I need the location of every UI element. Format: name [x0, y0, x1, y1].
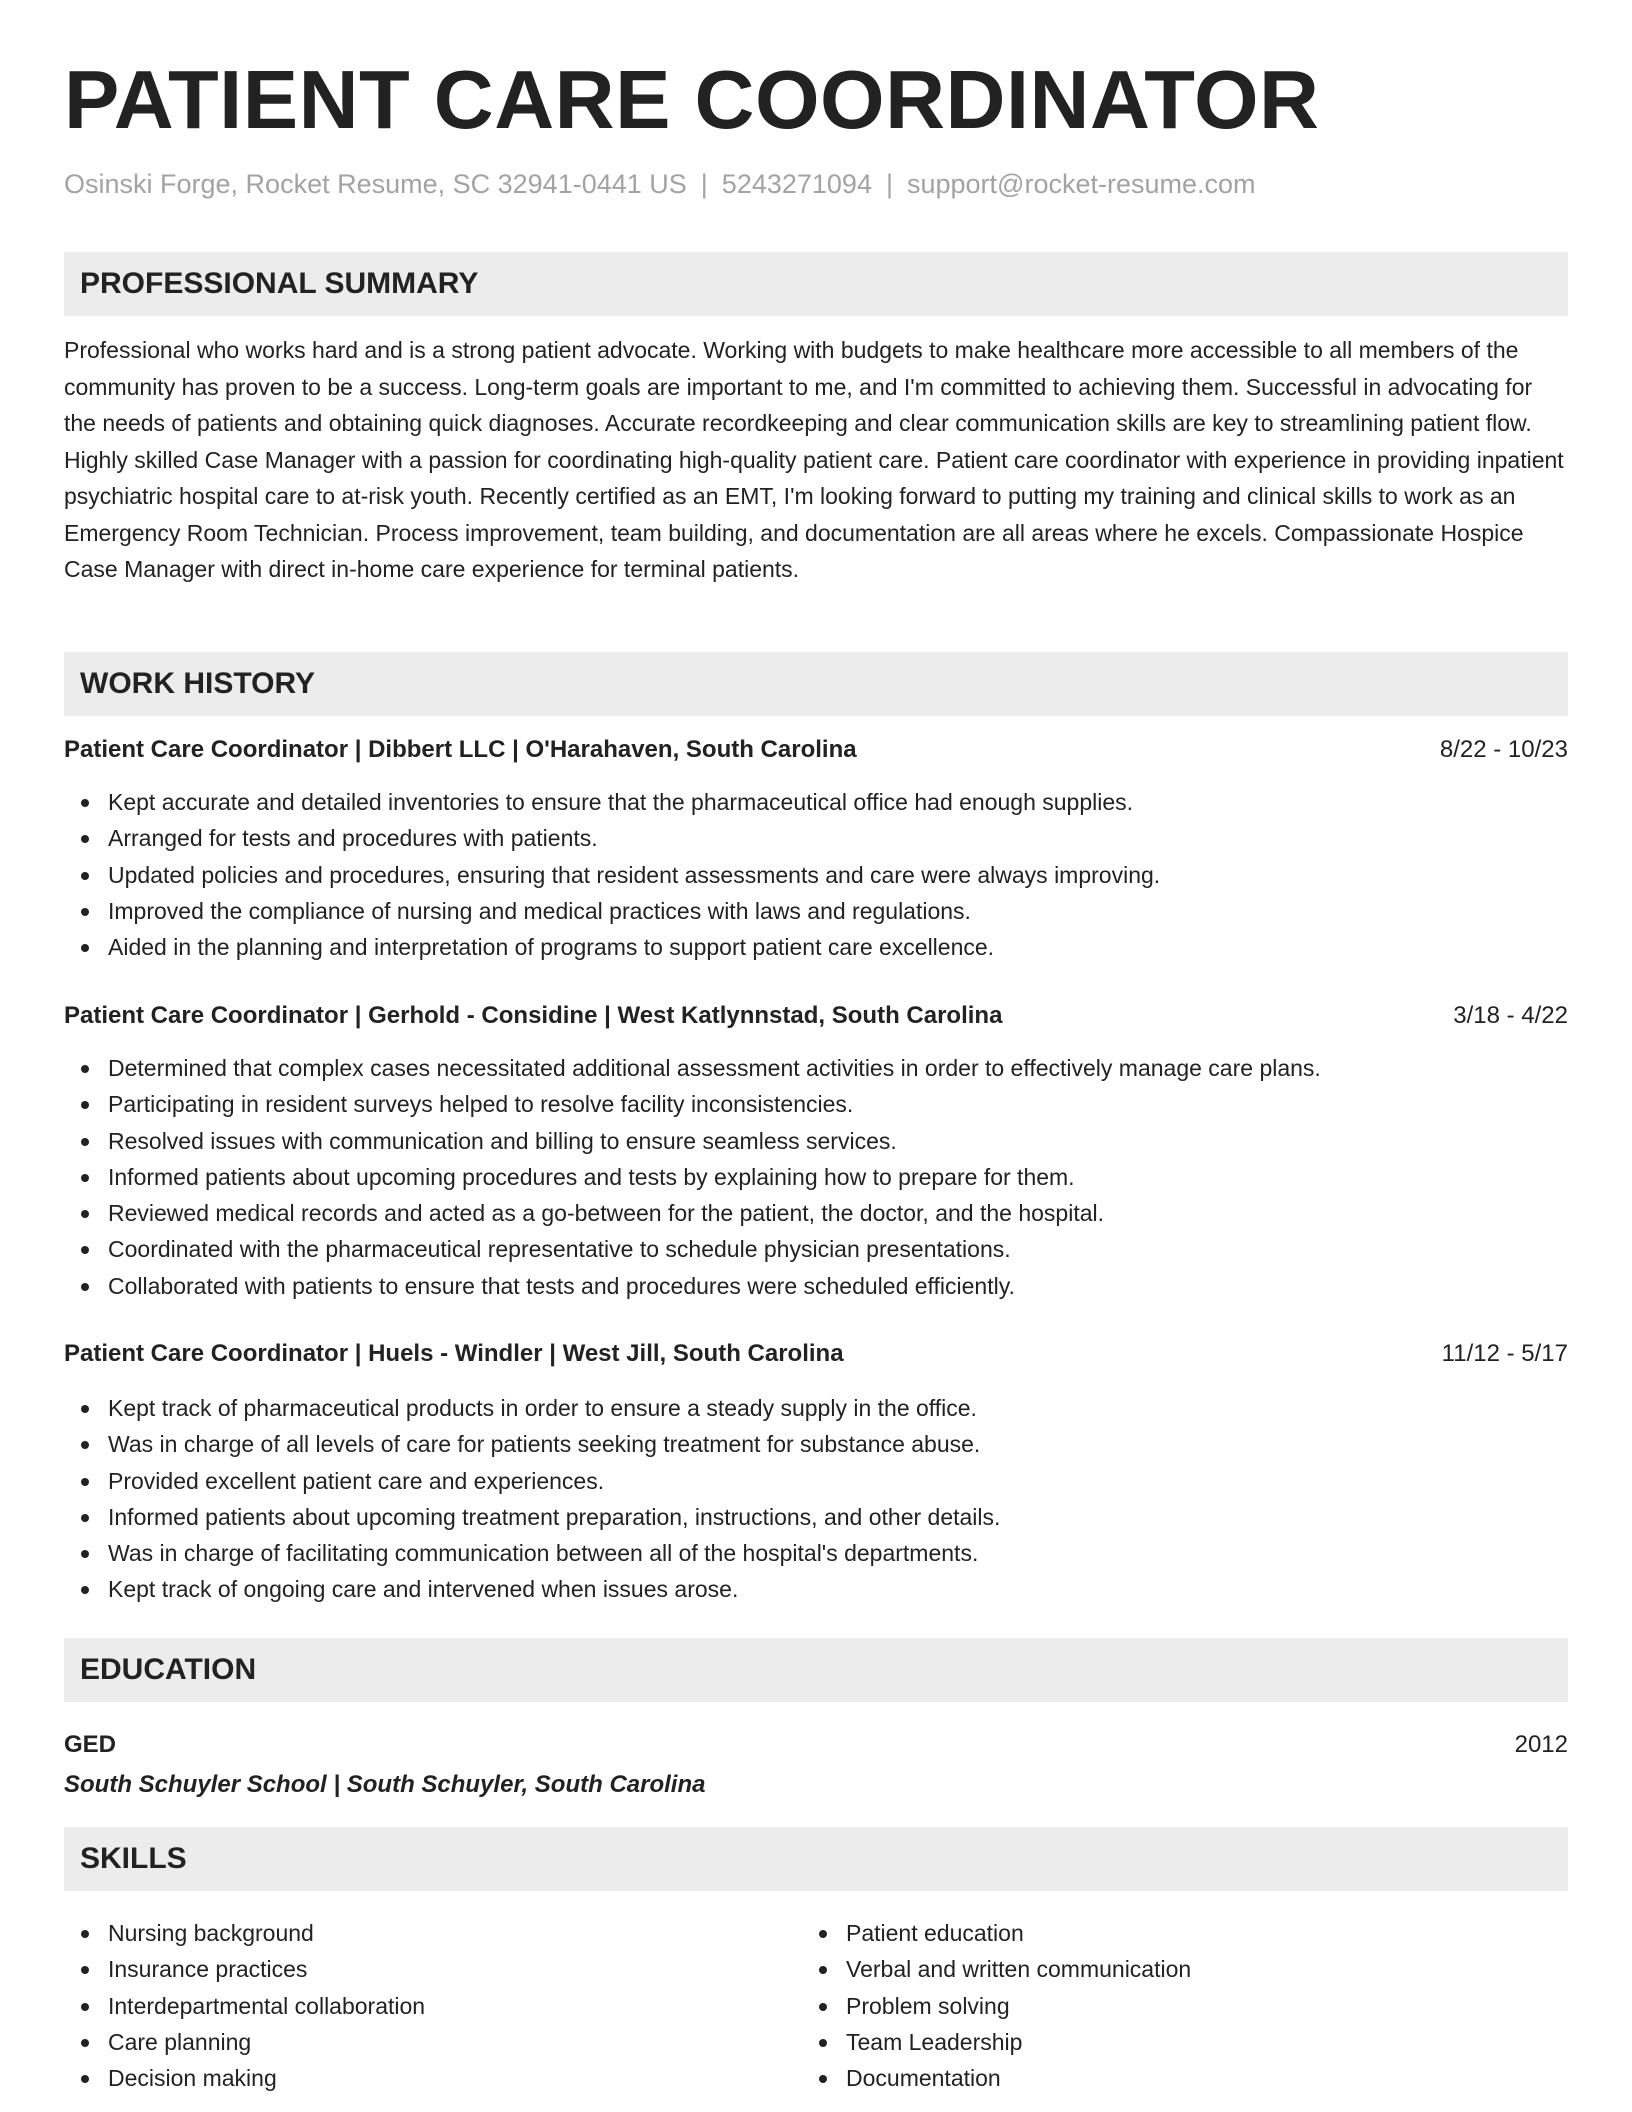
job-bullets: [64, 1050, 1568, 1304]
list-item: Collaborated with patients to ensure that tests and procedures were scheduled efficiently.: [64, 1268, 1568, 1304]
skill-item: Insurance practices: [64, 1951, 1568, 1987]
list-item: Kept track of ongoing care and intervened when issues arose.: [64, 1571, 1568, 1607]
contact-line: [64, 168, 1256, 200]
skill-item: Documentation: [802, 2060, 1632, 2096]
contact-separator: |: [885, 169, 893, 199]
education-year: 2012: [1514, 1731, 1568, 1758]
skill-item: Patient education: [802, 1915, 1632, 1951]
skill-item: Team Leadership: [802, 2024, 1632, 2060]
job-heading: [64, 1336, 1568, 1372]
work-section-header: [64, 652, 1568, 716]
list-item: Participating in resident surveys helped to resolve facility inconsistencies.: [64, 1086, 1568, 1122]
skill-item: Decision making: [64, 2060, 1568, 2096]
skills-list-right: [802, 1915, 1632, 2096]
skill-item: Problem solving: [802, 1988, 1632, 2024]
list-item: Arranged for tests and procedures with patients.: [64, 820, 1568, 856]
list-item: Determined that complex cases necessitated additional assessment activities in order to effectively manage care plans.: [64, 1050, 1568, 1086]
job-title: Patient Care Coordinator | Dibbert LLC | O'Harahaven, South Carolina: [64, 736, 857, 763]
list-item: Informed patients about upcoming treatment preparation, instructions, and other details.: [64, 1499, 1568, 1535]
resume-name: PATIENT CARE COORDINATOR: [64, 53, 1320, 146]
job-heading: [64, 732, 1568, 768]
list-item: Reviewed medical records and acted as a go-between for the patient, the doctor, and the hospital.: [64, 1195, 1568, 1231]
job-bullets: [64, 1390, 1568, 1608]
contact-separator: |: [700, 169, 708, 199]
work-section-title: WORK HISTORY: [80, 667, 316, 700]
contact-address: Osinski Forge, Rocket Resume, SC 32941-0441 US: [64, 169, 687, 199]
job-heading: [64, 998, 1568, 1034]
skills-section-title: SKILLS: [80, 1842, 187, 1875]
job-bullets: [64, 784, 1568, 965]
education-school: South Schuyler School | South Schuyler, South Carolina: [64, 1771, 706, 1798]
skill-item: Nursing background: [64, 1915, 1568, 1951]
job-dates: 8/22 - 10/23: [1439, 736, 1568, 763]
list-item: Aided in the planning and interpretation of programs to support patient care excellence.: [64, 929, 1568, 965]
list-item: Kept accurate and detailed inventories to ensure that the pharmaceutical office had enough supplies.: [64, 784, 1568, 820]
list-item: Updated policies and procedures, ensuring that resident assessments and care were always improving.: [64, 857, 1568, 893]
contact-email: support@rocket-resume.com: [906, 169, 1256, 199]
list-item: Improved the compliance of nursing and medical practices with laws and regulations.: [64, 893, 1568, 929]
list-item: Resolved issues with communication and billing to ensure seamless services.: [64, 1123, 1568, 1159]
summary-section-header: [64, 252, 1568, 316]
education-section-title: EDUCATION: [80, 1653, 257, 1686]
list-item: Kept track of pharmaceutical products in order to ensure a steady supply in the office.: [64, 1390, 1568, 1426]
list-item: Informed patients about upcoming procedures and tests by explaining how to prepare for them.: [64, 1159, 1568, 1195]
summary-section-title: PROFESSIONAL SUMMARY: [80, 267, 479, 300]
education-section-header: [64, 1638, 1568, 1702]
education-degree: GED: [64, 1731, 117, 1758]
summary-text: Professional who works hard and is a strong patient advocate. Working with budgets to make healthcare more accessible to all members of the community has proven to be a success. Long-term goals are important to me, and I'm committed to achieving them. Successful in advocating for the needs of patients and obtaining quick diagnoses. Accurate recordkeeping and clear communication skills are key to streamlining patient flow. Highly skilled Case Manager with a passion for coordinating high-quality patient care. Patient care coordinator with experience in providing inpatient psychiatric hospital care to at-risk youth. Recently certified as an EMT, I'm looking forward to putting my training and clinical skills to work as an Emergency Room Technician. Process improvement, team building, and documentation are all areas where he excels. Compassionate Hospice Case Manager with direct in-home care experience for terminal patients.: [64, 337, 1564, 582]
skill-item: Interdepartmental collaboration: [64, 1988, 1568, 2024]
list-item: Was in charge of facilitating communication between all of the hospital's departments.: [64, 1535, 1568, 1571]
job-dates: 11/12 - 5/17: [1441, 1340, 1568, 1367]
job-dates: 3/18 - 4/22: [1453, 1002, 1568, 1029]
contact-phone: 5243271094: [721, 169, 872, 199]
skill-item: Care planning: [64, 2024, 1568, 2060]
skill-item: Verbal and written communication: [802, 1951, 1632, 1987]
list-item: Coordinated with the pharmaceutical representative to schedule physician presentations.: [64, 1231, 1568, 1267]
job-title: Patient Care Coordinator | Huels - Windler | West Jill, South Carolina: [64, 1340, 844, 1367]
list-item: Was in charge of all levels of care for patients seeking treatment for substance abuse.: [64, 1426, 1568, 1462]
skills-section-header: [64, 1827, 1568, 1891]
list-item: Provided excellent patient care and experiences.: [64, 1463, 1568, 1499]
job-title: Patient Care Coordinator | Gerhold - Considine | West Katlynnstad, South Carolina: [64, 1002, 1003, 1029]
